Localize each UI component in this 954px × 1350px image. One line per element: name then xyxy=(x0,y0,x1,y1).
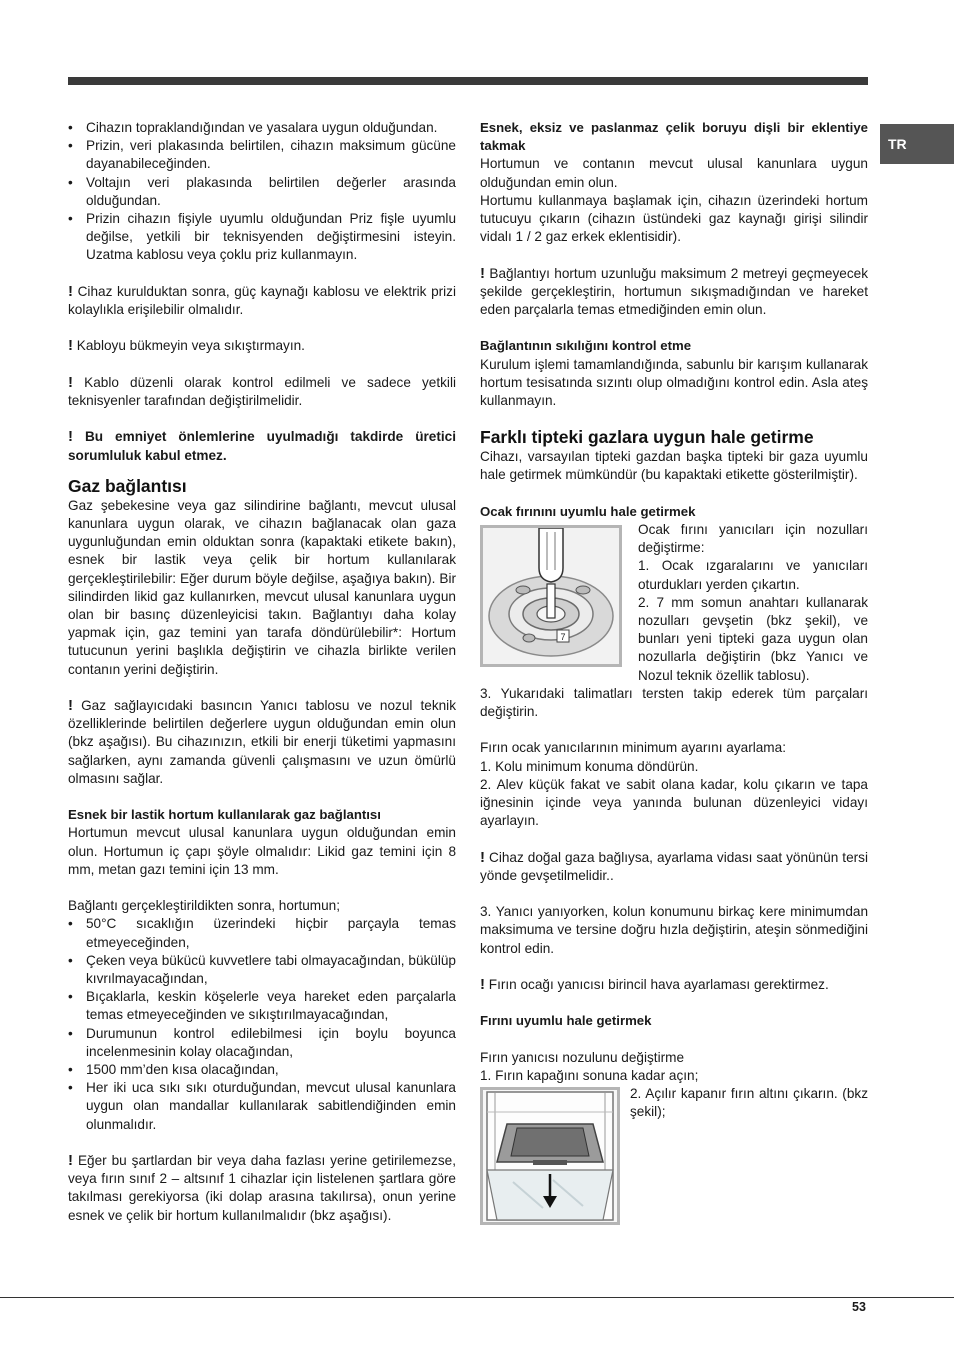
page-number: 53 xyxy=(852,1300,866,1314)
minimum-step-1: 1. Kolu minimum konuma döndürün. xyxy=(480,758,699,774)
list-item: • Voltajın veri plakasında belirtilen değerler arasında olduğundan. xyxy=(68,174,456,210)
hob-figure-row xyxy=(480,521,868,685)
warning-icon: ! xyxy=(480,848,485,866)
warning-icon: ! xyxy=(68,337,73,355)
gas-connection-heading: Gaz bağlantısı xyxy=(68,475,187,496)
list-item: • Bıçaklarla, keskin köşelerle veya hareket eden parçalarla temas etmeyeceğinden ve sıkıştırılmayacağından, xyxy=(68,988,456,1024)
warning-paragraph: ! Gaz sağlayıcıdaki basıncın Yanıcı tablosu ve nozul teknik özelliklerinde belirtilen değerlere uygun olduğundan emin olun (bkz aşağısı). Bu cihazınızın, etkili bir enerji tüketimi yapmasını sağlarken, aynı zamanda güvenli çalışmasını ve uzun ömürlü olmasını sağlar. xyxy=(68,697,456,786)
oven-nozzle-text: Fırın yanıcısı nozulunu değiştirme xyxy=(480,1049,684,1065)
list-item: • Her iki uca sıkı sıkı oturduğundan, mevcut ulusal kanunlara uygun olan mandallar kullanılarak sabitlendiğinden emin olunmalıdır. xyxy=(68,1079,456,1134)
steel-hose-heading: Esnek, eksiz ve paslanmaz çelik boruyu dişli bir eklentiye takmak xyxy=(480,120,868,154)
list-item: • Durumunun kontrol edilebilmesi için boylu boyunca incelenmesinin kolay olacağından, xyxy=(68,1025,456,1061)
oven-step-1: 1. Fırın kapağını sonuna kadar açın; xyxy=(480,1068,699,1084)
warning-paragraph: ! Bağlantıyı hortum uzunluğu maksimum 2 metreyi geçmeyecek şekilde gerçekleştirin, hortumun sıkışmadığından ve hareket eden parçalarla temas etmediğinden emin olun. xyxy=(480,264,868,318)
oven-bottom-illustration xyxy=(483,1090,617,1222)
warning-paragraph: ! Fırın ocağı yanıcısı birincil hava ayarlaması gerektirmez. xyxy=(480,976,829,994)
electrical-checklist xyxy=(68,119,456,265)
hob-nozzle-steps: Ocak fırını yanıcıları için nozulları değiştirme: 1. Ocak ızgaralarını ve yanıcıları oturdukları yerden çıkartın. 2. 7 mm somun anahtarı kullanarak nozulları gevşetin (bkz şekil), ve bunları yeni tipteki gaza uygun olan nozullarla değiştirin (bkz Yanıcı ve Nozul teknik özellik tablosu). xyxy=(638,522,868,683)
list-item: • Çeken veya bükücü kuvvetlere tabi olmayacağından, bükülüp kıvrılmayacağından, xyxy=(68,952,456,988)
rubber-hose-text: Hortumun mevcut ulusal kanunlara uygun olduğundan emin olun. Hortumun iç çapı şöyle olmalıdır: Likid gaz temini için 8 mm, metan gazı temini için 13 mm. xyxy=(68,825,456,877)
after-connection-text: Bağlantı gerçekleştirildikten sonra, hortumun; xyxy=(68,898,341,914)
list-item: • 50°C sıcaklığın üzerindeki hiçbir parçayla temas etmeyeceğinden, xyxy=(68,915,456,951)
warning-paragraph: ! Kabloyu bükmeyin veya sıkıştırmayın. xyxy=(68,337,305,355)
warning-icon: ! xyxy=(480,976,485,994)
tightness-check-text: Kurulum işlemi tamamlandığında, sabunlu bir karışım kullanarak hortum tesisatında sızıntı olup olmadığını kontrol edin. Asla ateş kullanmayın. xyxy=(480,356,868,409)
warning-paragraph: ! Bu emniyet önlemlerine uyulmadığı takdirde üretici sorumluluk kabul etmez. xyxy=(68,428,456,463)
warning-icon: ! xyxy=(68,282,73,300)
gas-adaptation-text: Cihazı, varsayılan tipteki gazdan başka tipteki bir gaza uyumlu hale getirmek mümkündür (bu kapaktaki etikette gösterilmiştir). xyxy=(480,449,868,483)
left-column xyxy=(68,119,456,1225)
nozzle-size-label: 7 xyxy=(560,632,566,643)
rubber-hose-heading: Esnek bir lastik hortum kullanılarak gaz bağlantısı xyxy=(68,807,381,823)
warning-icon: ! xyxy=(68,697,73,715)
steel-hose-text: Hortumun ve contanın mevcut ulusal kanunlara uygun olduğundan emin olun. xyxy=(480,156,868,190)
hob-step-3: 3. Yukarıdaki talimatları tersten takip ederek tüm parçaları değiştirin. xyxy=(480,685,868,720)
minimum-step-2: 2. Alev küçük fakat ve sabit olana kadar, kolu çıkarın ve tapa iğnesinin içinde veya yanında bulunan düzenleyici vidayı ayarlayın. xyxy=(480,776,868,829)
warning-paragraph: ! Cihaz doğal gaza bağlıysa, ayarlama vidası saat yönünün tersi yönde gevşetilmelidir.. xyxy=(480,848,868,883)
oven-step-2: 2. Açılır kapanır fırın altını çıkarın. (bkz şekil); xyxy=(630,1086,868,1120)
list-item: • 1500 mm’den kısa olacağından, xyxy=(68,1061,456,1079)
warning-icon: ! xyxy=(480,264,485,282)
gas-connection-text: Gaz şebekesine veya gaz silindirine bağlantı, mevcut ulusal kanunlara uygun olarak, ve cihazın bağlanacak olan gaza uygunluğundan emin olduktan sonra (kapaktaki etikete bakın), esnek bir lastik veya çelik bir hortum kullanılarak gerçekleştirilebilir: Eğer durum böyle değilse, aşağıya bakın). Bir silindirden likid gaz kullanırken, mevcut ulusal kanunlara uygun olan bir basınç düzenleyicisi takın. Bağlantıyı daha kolay yapmak için, gaz temini yan tarafa döndürülebilir*: Hortum tutucunun yerini başlıkla değiştirin ve cihazla birlikte verilen contanın yerini değiştirin. xyxy=(68,497,456,677)
minimum-setting-heading: Fırın ocak yanıcılarının minimum ayarını ayarlama: xyxy=(480,740,786,756)
oven-adaptation-heading: Fırını uyumlu hale getirmek xyxy=(480,1013,652,1029)
list-item: • Prizin, veri plakasında belirtilen, cihazın maksimum gücüne dayanabileceğinden. xyxy=(68,137,456,173)
language-tab: TR xyxy=(880,124,954,164)
steel-hose-text: Hortumu kullanmaya başlamak için, cihazın üzerindeki hortum tutucuyu çıkarın (cihazın üstündeki gaz kaynağı girişi silindir vidalı 1 / 2 gaz erkek eklentisidir). xyxy=(480,192,868,245)
hob-adaptation-heading: Ocak fırınını uyumlu hale getirmek xyxy=(480,503,696,519)
hob-nozzle-figure xyxy=(480,525,622,667)
oven-figure-row xyxy=(480,1085,868,1225)
warning-icon: ! xyxy=(68,428,73,446)
burner-wrench-illustration xyxy=(483,528,619,664)
warning-paragraph: ! Cihaz kurulduktan sonra, güç kaynağı kablosu ve elektrik prizi kolaylıkla erişilebilir olmalıdır. xyxy=(68,282,456,318)
tightness-check-heading: Bağlantının sıkılığını kontrol etme xyxy=(480,338,692,354)
minimum-step-3: 3. Yanıcı yanıyorken, kolun konumunu birkaç kere minimumdan maksimuma ve tersine doğru hızla değiştirin, ateşin sönmediğini kontrol edin. xyxy=(480,904,868,956)
warning-icon: ! xyxy=(68,1152,73,1170)
list-item: • Cihazın topraklandığından ve yasalara uygun olduğundan. xyxy=(68,119,456,137)
gas-adaptation-heading: Farklı tipteki gazlara uygun hale getirme xyxy=(480,427,814,448)
warning-paragraph: ! Kablo düzenli olarak kontrol edilmeli ve sadece yetkili teknisyenler tarafından değiştirilmelidir. xyxy=(68,373,456,408)
warning-paragraph: ! Eğer bu şartlardan bir veya daha fazlası yerine getirilemezse, veya fırın sınıf 2 – altsınıf 1 cihazlar için listelenen şartlara göre takılması gerekiyorsa (iki dolap arasına takılırsa), onun yerine esnek ve çelik bir hortum kullanılmalıdır (bkz aşağısı). xyxy=(68,1152,456,1223)
header-bar xyxy=(68,77,868,85)
right-column xyxy=(480,119,868,1225)
footer-line xyxy=(0,1297,954,1298)
hose-checklist xyxy=(68,915,456,1133)
list-item: • Prizin cihazın fişiyle uyumlu olduğundan Priz fişle uyumlu değilse, yetkili bir teknisyenden değiştirmesini isteyin. Uzatma kablosu veya çoklu priz kullanmayın. xyxy=(68,210,456,265)
oven-bottom-figure xyxy=(480,1087,620,1225)
warning-icon: ! xyxy=(68,373,73,391)
